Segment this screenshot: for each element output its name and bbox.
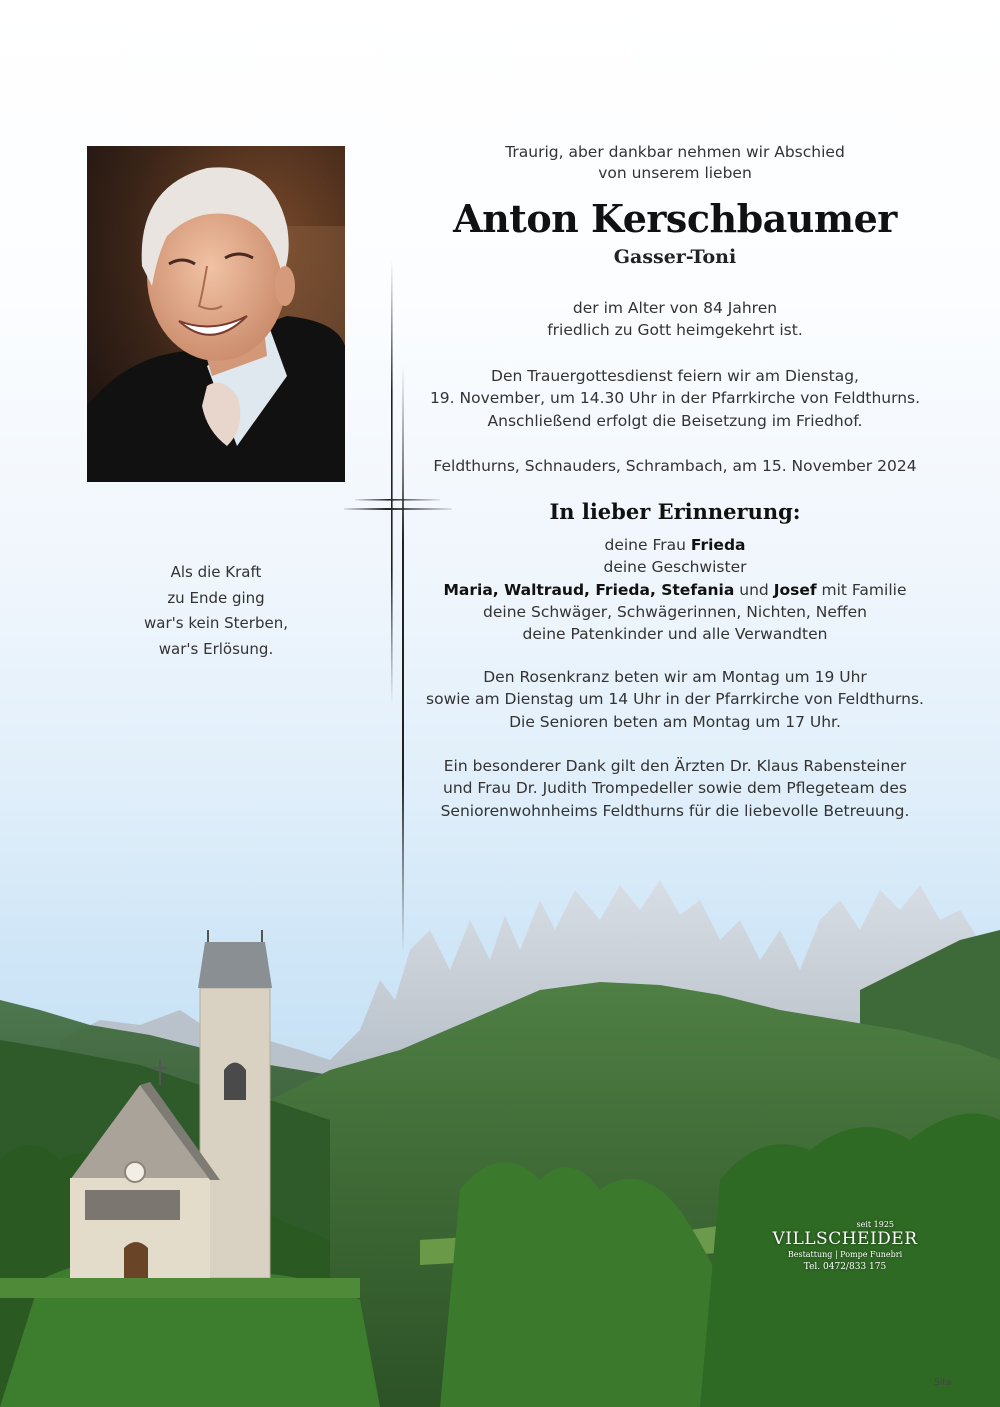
memory-heading: In lieber Erinnerung: <box>549 499 801 524</box>
siblings-names: Maria, Waltraud, Frieda, Stefania <box>443 580 735 599</box>
wife-name: Frieda <box>690 536 746 554</box>
mourner-in-laws: deine Schwäger, Schwägerinnen, Nichten, Neffen <box>483 602 867 621</box>
deceased-name: Anton Kerschbaumer <box>453 196 897 241</box>
age-line: friedlich zu Gott heimgekehrt ist. <box>547 321 803 340</box>
thanks-line: Seniorenwohnheims Feldthurns für die liebevolle Betreuung. <box>440 801 910 820</box>
poem-line: war's kein Sterben, <box>144 614 288 632</box>
mourner-siblings-label: deine Geschwister <box>603 558 747 577</box>
service-line: 19. November, um 14.30 Uhr in der Pfarrkirche von Feldthurns. <box>429 389 921 408</box>
logo-telephone: Tel. 0472/833 175 <box>803 1262 887 1272</box>
age-text <box>420 297 930 342</box>
age-line: der im Alter von 84 Jahren <box>572 299 778 317</box>
portrait-photo <box>87 146 345 482</box>
logo-brand: VILLSCHEIDER <box>772 1229 918 1249</box>
mourner-godchildren: deine Patenkinder und alle Verwandten <box>522 625 828 644</box>
service-line: Den Trauergottesdienst feiern wir am Dienstag, <box>491 367 859 385</box>
rosary-text <box>420 666 930 733</box>
logo-subtitle: Bestattung | Pompe Funebri <box>787 1250 903 1259</box>
intro-line: Traurig, aber dankbar nehmen wir Abschied <box>505 143 845 161</box>
rosary-line: Den Rosenkranz beten wir am Montag um 19 Uhr <box>483 668 867 686</box>
funeral-service-text <box>420 365 930 432</box>
thanks-text <box>420 755 930 822</box>
thanks-line: und Frau Dr. Judith Trompedeller sowie dem Pflegeteam des <box>443 779 907 798</box>
service-line: Anschließend erfolgt die Beisetzung im Friedhof. <box>487 411 863 430</box>
intro-line: von unserem lieben <box>598 164 752 182</box>
poem <box>120 560 312 662</box>
rosary-line: sowie am Dienstag um 14 Uhr in der Pfarrkirche von Feldthurns. <box>426 690 924 709</box>
thanks-line: Ein besonderer Dank gilt den Ärzten Dr. Klaus Rabensteiner <box>443 757 907 775</box>
sibling-last: Josef <box>773 580 817 599</box>
poem-line: Als die Kraft <box>170 563 262 581</box>
landscape-background <box>0 860 1000 1407</box>
logo-since: seit 1925 <box>856 1220 894 1229</box>
poem-line: war's Erlösung. <box>158 639 274 658</box>
rosary-line: Die Senioren beten am Montag um 17 Uhr. <box>509 712 841 731</box>
deceased-nickname: Gasser-Toni <box>613 246 737 268</box>
designer-signature: Sita <box>934 1378 952 1388</box>
poem-line: zu Ende ging <box>167 588 265 607</box>
mourner-wife: deine Frau Frieda <box>604 536 746 554</box>
mourner-siblings: Maria, Waltraud, Frieda, Stefania und Josef mit Familie <box>443 580 907 599</box>
intro-text <box>420 142 930 184</box>
place-date: Feldthurns, Schnauders, Schrambach, am 15. November 2024 <box>433 457 917 475</box>
mourners-list <box>420 534 930 645</box>
funeral-home-logo <box>770 1220 920 1272</box>
